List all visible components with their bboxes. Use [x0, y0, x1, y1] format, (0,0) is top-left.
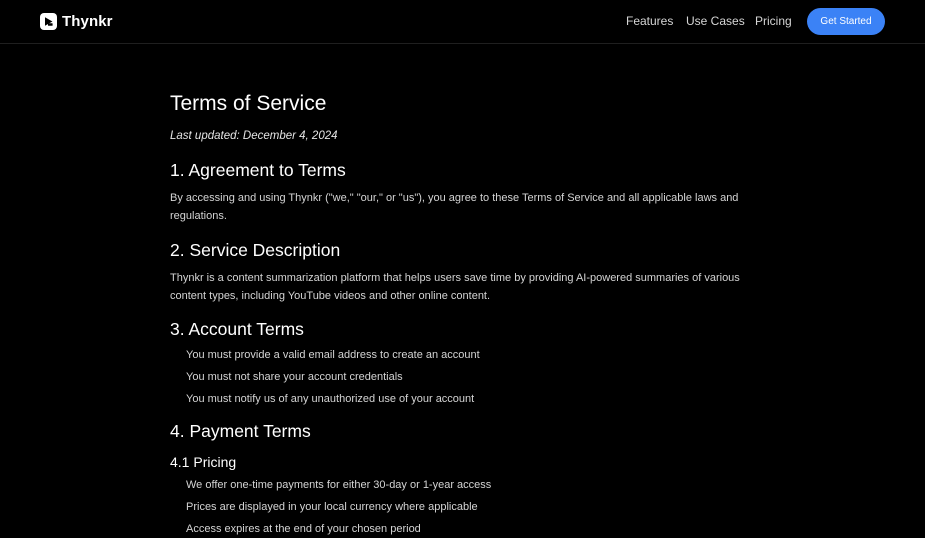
list-item: You must notify us of any unauthorized use of your account: [186, 393, 475, 405]
last-updated: Last updated: December 4, 2024: [170, 130, 338, 142]
pricing-list: [170, 476, 760, 538]
list-item: You must provide a valid email address to create an account: [186, 349, 480, 361]
section-heading: 1. Agreement to Terms: [170, 160, 346, 180]
section-heading: 3. Account Terms: [170, 319, 304, 339]
section-payment-terms: [170, 419, 760, 538]
nav-link-use-cases[interactable]: Use Cases: [686, 14, 745, 28]
brand-name: Thynkr: [62, 13, 113, 30]
get-started-button[interactable]: Get Started: [807, 8, 885, 35]
list-item: Access expires at the end of your chosen period: [186, 523, 421, 535]
section-heading: 4. Payment Terms: [170, 421, 311, 441]
brand-link[interactable]: [40, 13, 113, 30]
nav-link-features[interactable]: Features: [626, 14, 674, 28]
section-account-terms: [170, 317, 760, 408]
page-title: Terms of Service: [170, 92, 327, 115]
section-agreement: [170, 158, 760, 225]
section-text: Thynkr is a content summarization platform that helps users save time by providing AI-powered summaries of various content types, including YouTube videos and other online content.: [170, 272, 740, 302]
list-item: You must not share your account credentials: [186, 371, 403, 383]
subsection-heading: 4.1 Pricing: [170, 454, 237, 470]
play-document-icon: [40, 13, 57, 30]
section-text: By accessing and using Thynkr ("we," "our," or "us"), you agree to these Terms of Service and all applicable laws and regulations.: [170, 192, 739, 222]
account-terms-list: [170, 346, 760, 408]
section-heading: 2. Service Description: [170, 240, 341, 260]
list-item: We offer one-time payments for either 30-day or 1-year access: [186, 479, 492, 491]
list-item: Prices are displayed in your local currency where applicable: [186, 501, 478, 513]
section-service-description: [170, 238, 760, 305]
terms-content: [170, 90, 760, 538]
top-navbar: [0, 0, 925, 44]
nav-link-pricing[interactable]: Pricing: [755, 14, 792, 28]
